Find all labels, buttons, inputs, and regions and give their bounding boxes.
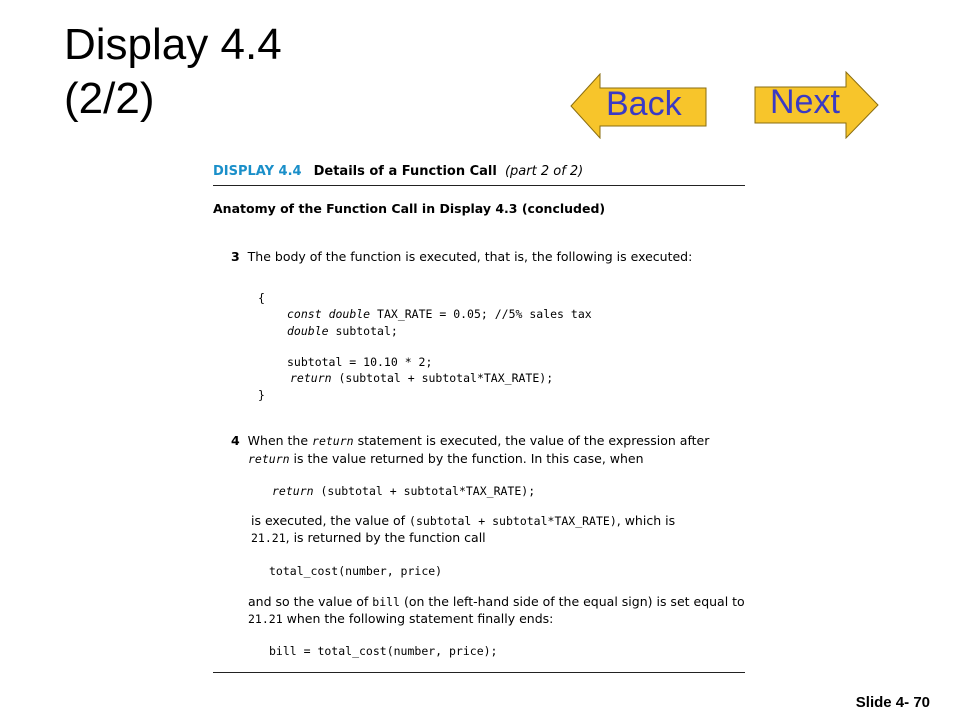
slide-title-line-1: Display 4.4 [64,20,282,69]
display-title: Details of a Function Call [313,164,497,179]
display-number: DISPLAY 4.4 [213,164,302,179]
display-part: (part 2 of 2) [504,164,584,179]
step-4-line-5: and so the value of bill (on the left-hand side of the equal sign) is set equal to [248,594,745,609]
slide-title [64,18,282,126]
top-rule [213,185,745,186]
display-subtitle: Anatomy of the Function Call in Display 4.3 (concluded) [213,201,606,216]
bottom-rule [213,672,745,673]
slide-number: Slide 4- 70 [855,694,930,711]
code-line-double: double subtotal; [287,324,398,338]
back-button[interactable] [570,73,708,139]
step-3-text: 3 The body of the function is executed, that is, the following is executed: [231,249,693,264]
back-button-label: Back [606,85,682,123]
step-4-line-1: 4 When the return statement is executed, the value of the expression after [231,433,710,448]
code-open-brace: { [258,291,265,305]
code-function-call: total_cost(number, price) [269,564,443,578]
next-button-label: Next [770,83,840,121]
code-line-const: const double TAX_RATE = 0.05; //5% sales tax [287,307,592,321]
code-line-subtotal: subtotal = 10.10 * 2; [287,355,433,369]
code-bill-statement: bill = total_cost(number, price); [269,644,498,658]
step-4-line-4: 21.21, is returned by the function call [251,530,486,545]
step-4-line-2: return is the value returned by the function. In this case, when [248,451,644,466]
display-header [213,164,583,179]
next-button[interactable] [754,71,880,139]
step-4-line-3: is executed, the value of (subtotal + subtotal*TAX_RATE), which is [251,513,676,528]
code-return-expression: return (subtotal + subtotal*TAX_RATE); [272,484,536,498]
code-line-return: return (subtotal + subtotal*TAX_RATE); [290,371,554,385]
code-close-brace: } [258,388,265,402]
step-4-line-6: 21.21 when the following statement finally ends: [248,611,554,626]
slide-title-line-2: (2/2) [64,74,155,123]
